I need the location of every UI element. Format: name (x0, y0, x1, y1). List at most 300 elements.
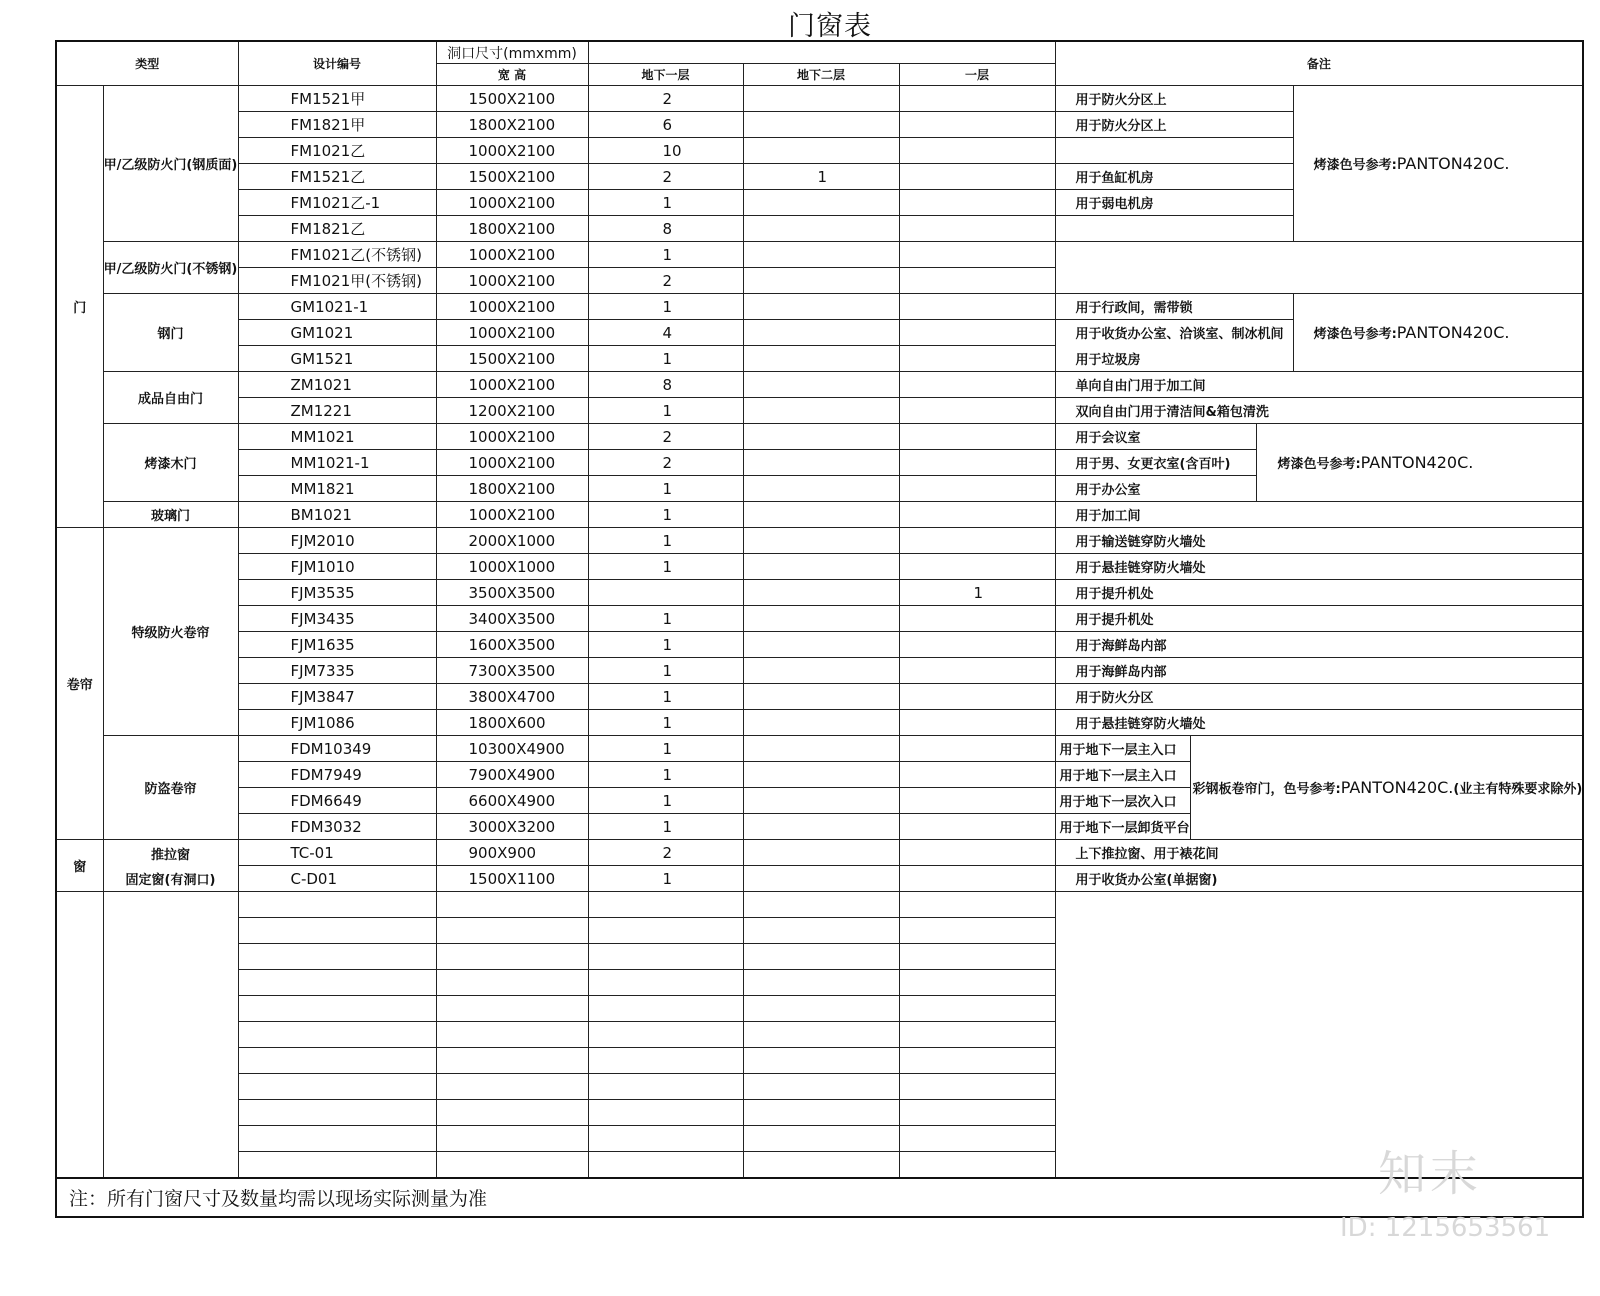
code-cell: FM1021乙(不锈钢) (238, 242, 436, 268)
empty-cell (899, 1048, 1055, 1074)
remark-cell: 用于提升机处 (1055, 606, 1583, 632)
page-title: 门窗表 (788, 11, 872, 42)
remark-cell-blank (1055, 892, 1583, 1179)
code-cell: FM1021甲(不锈钢) (238, 268, 436, 294)
empty-cell (899, 944, 1055, 970)
code-cell: FDM10349 (238, 736, 436, 762)
header-f1: 一层 (899, 64, 1055, 86)
paint-note-cell (1257, 424, 1583, 502)
table-row (56, 528, 1583, 554)
note-code: PANTON420C. (1396, 154, 1510, 173)
b2-qty-cell (743, 190, 899, 216)
size-cell: 1800X2100 (436, 112, 588, 138)
f1-qty-cell (899, 554, 1055, 580)
b2-qty-cell (743, 554, 899, 580)
header-floors-blank (588, 41, 1055, 64)
size-cell: 1000X2100 (436, 424, 588, 450)
code-cell: FM1821甲 (238, 112, 436, 138)
code-cell: FDM3032 (238, 814, 436, 840)
code-cell: GM1521 (238, 346, 436, 372)
b2-qty-cell (743, 866, 899, 892)
b2-qty-cell (743, 216, 899, 242)
b2-qty-cell: 1 (743, 164, 899, 190)
empty-cell (238, 1048, 436, 1074)
category-cell: 门 (56, 86, 103, 528)
f1-qty-cell (899, 736, 1055, 762)
f1-qty-cell (899, 632, 1055, 658)
b1-qty-cell: 2 (588, 164, 743, 190)
f1-qty-cell (899, 476, 1055, 502)
b2-qty-cell (743, 684, 899, 710)
f1-qty-cell (899, 528, 1055, 554)
size-cell: 1000X2100 (436, 294, 588, 320)
code-cell: FM1521乙 (238, 164, 436, 190)
b2-qty-cell (743, 398, 899, 424)
size-cell: 1200X2100 (436, 398, 588, 424)
size-cell: 1000X2100 (436, 320, 588, 346)
b1-qty-cell: 1 (588, 346, 743, 372)
remark-cell: 用于收货办公室(单据窗) (1055, 866, 1583, 892)
empty-cell (238, 996, 436, 1022)
b1-qty-cell: 1 (588, 814, 743, 840)
empty-cell (743, 1048, 899, 1074)
code-cell: FJM1635 (238, 632, 436, 658)
size-cell: 1000X2100 (436, 190, 588, 216)
b1-qty-cell: 2 (588, 268, 743, 294)
note-label: 烤漆色号参考: (1313, 327, 1397, 342)
empty-cell (436, 892, 588, 918)
subtype-label: 固定窗(有洞口) (125, 872, 216, 888)
size-cell: 1800X2100 (436, 216, 588, 242)
b2-qty-cell (743, 710, 899, 736)
empty-cell (899, 918, 1055, 944)
b1-qty-cell: 1 (588, 736, 743, 762)
empty-cell (588, 1048, 743, 1074)
b1-qty-cell: 1 (588, 502, 743, 528)
size-cell: 1600X3500 (436, 632, 588, 658)
empty-cell (588, 1126, 743, 1152)
remark-cell (1055, 138, 1293, 164)
b1-qty-cell (588, 580, 743, 606)
empty-cell (588, 970, 743, 996)
b2-qty-cell (743, 788, 899, 814)
b2-qty-cell (743, 502, 899, 528)
empty-cell (238, 1126, 436, 1152)
b2-qty-cell (743, 476, 899, 502)
code-cell: MM1021 (238, 424, 436, 450)
subtype-cell: 甲/乙级防火门(不锈钢) (103, 242, 238, 294)
empty-cell (588, 944, 743, 970)
empty-cell (436, 1152, 588, 1179)
subtype-cell: 防盗卷帘 (103, 736, 238, 840)
b2-qty-cell (743, 138, 899, 164)
remark-cell: 用于输送链穿防火墙处 (1055, 528, 1583, 554)
remark-cell: 上下推拉窗、用于裱花间 (1055, 840, 1583, 866)
empty-cell (436, 970, 588, 996)
remark-cell: 用于防火分区上 (1055, 86, 1293, 112)
f1-qty-cell (899, 294, 1055, 320)
code-cell: MM1021-1 (238, 450, 436, 476)
size-cell: 1500X2100 (436, 164, 588, 190)
b1-qty-cell: 1 (588, 710, 743, 736)
b2-qty-cell (743, 450, 899, 476)
code-cell: FDM7949 (238, 762, 436, 788)
size-cell: 1500X2100 (436, 346, 588, 372)
size-cell: 1000X2100 (436, 242, 588, 268)
empty-cell (238, 892, 436, 918)
table-row (56, 86, 1583, 112)
empty-row (56, 892, 1583, 918)
table-row (56, 684, 1583, 710)
f1-qty-cell (899, 450, 1055, 476)
code-cell: FJM3535 (238, 580, 436, 606)
header-size-sub: 宽 高 (436, 64, 588, 86)
header-remark: 备注 (1055, 41, 1583, 86)
empty-cell (588, 918, 743, 944)
empty-cell (899, 1074, 1055, 1100)
size-cell: 1000X2100 (436, 502, 588, 528)
code-cell: FJM1010 (238, 554, 436, 580)
b1-qty-cell: 1 (588, 684, 743, 710)
f1-qty-cell (899, 164, 1055, 190)
table-row (56, 242, 1583, 268)
door-window-schedule-table (55, 40, 1584, 1218)
b1-qty-cell: 1 (588, 866, 743, 892)
code-cell: FJM2010 (238, 528, 436, 554)
header-row-1 (56, 41, 1583, 64)
b2-qty-cell (743, 294, 899, 320)
empty-cell (588, 1022, 743, 1048)
remark-cell (1055, 216, 1293, 242)
f1-qty-cell (899, 268, 1055, 294)
size-cell: 2000X1000 (436, 528, 588, 554)
b1-qty-cell: 1 (588, 190, 743, 216)
f1-qty-cell (899, 138, 1055, 164)
b1-qty-cell: 1 (588, 398, 743, 424)
size-cell: 1500X1100 (436, 866, 588, 892)
empty-cell (899, 996, 1055, 1022)
table-row (56, 580, 1583, 606)
empty-cell (588, 1074, 743, 1100)
empty-cell (743, 1022, 899, 1048)
table-row (56, 710, 1583, 736)
empty-cell (743, 892, 899, 918)
table-row (56, 424, 1583, 450)
paint-note-cell (1293, 86, 1583, 242)
b1-qty-cell: 1 (588, 606, 743, 632)
code-cell: TC-01 (238, 840, 436, 866)
b1-qty-cell: 1 (588, 476, 743, 502)
f1-qty-cell (899, 190, 1055, 216)
category-cell: 窗 (56, 840, 103, 892)
b1-qty-cell: 1 (588, 658, 743, 684)
b1-qty-cell: 2 (588, 424, 743, 450)
remark-cell: 用于地下一层次入口 (1055, 788, 1190, 814)
remark-cell: 单向自由门用于加工间 (1055, 372, 1583, 398)
size-cell: 1000X1000 (436, 554, 588, 580)
b1-qty-cell: 4 (588, 320, 743, 346)
remark-cell-blank (1055, 242, 1583, 294)
remark-cell: 用于鱼缸机房 (1055, 164, 1293, 190)
f1-qty-cell: 1 (899, 580, 1055, 606)
size-cell: 3500X3500 (436, 580, 588, 606)
size-cell: 1000X2100 (436, 138, 588, 164)
empty-cell (899, 1126, 1055, 1152)
size-cell: 1800X2100 (436, 476, 588, 502)
footer-note: 注：所有门窗尺寸及数量均需以现场实际测量为准 (56, 1178, 1583, 1217)
code-cell: GM1021 (238, 320, 436, 346)
f1-qty-cell (899, 346, 1055, 372)
empty-cell (743, 944, 899, 970)
size-cell: 3400X3500 (436, 606, 588, 632)
b1-qty-cell: 2 (588, 86, 743, 112)
b1-qty-cell: 1 (588, 632, 743, 658)
b1-qty-cell: 1 (588, 788, 743, 814)
remark-cell: 用于会议室 (1055, 424, 1257, 450)
f1-qty-cell (899, 320, 1055, 346)
category-cell: 卷帘 (56, 528, 103, 840)
b2-qty-cell (743, 580, 899, 606)
code-cell: FJM3435 (238, 606, 436, 632)
empty-cell (436, 944, 588, 970)
subtype-cell: 特级防火卷帘 (103, 528, 238, 736)
remark-cell: 用于垃圾房 (1055, 346, 1293, 372)
f1-qty-cell (899, 372, 1055, 398)
subtype-cell: 甲/乙级防火门(钢质面) (103, 86, 238, 242)
size-cell: 900X900 (436, 840, 588, 866)
table-row (56, 658, 1583, 684)
empty-cell (238, 1152, 436, 1179)
empty-cell (743, 1152, 899, 1179)
empty-cell (238, 970, 436, 996)
remark-cell: 用于加工间 (1055, 502, 1583, 528)
b2-qty-cell (743, 736, 899, 762)
remark-cell: 用于行政间，需带锁 (1055, 294, 1293, 320)
remark-cell: 用于防火分区 (1055, 684, 1583, 710)
code-cell: FM1021乙 (238, 138, 436, 164)
empty-cell (436, 1022, 588, 1048)
b1-qty-cell: 2 (588, 840, 743, 866)
remark-cell: 用于男、女更衣室(含百叶) (1055, 450, 1257, 476)
subtype-cell (103, 840, 238, 892)
empty-cell (588, 1152, 743, 1179)
f1-qty-cell (899, 606, 1055, 632)
remark-cell: 双向自由门用于清洁间&箱包清洗 (1055, 398, 1583, 424)
empty-cell (436, 1126, 588, 1152)
footer-row (56, 1178, 1583, 1217)
size-cell: 1500X2100 (436, 86, 588, 112)
paint-note-cell (1293, 294, 1583, 372)
b2-qty-cell (743, 242, 899, 268)
empty-cell (743, 1126, 899, 1152)
subtype-label: 推拉窗 (150, 847, 190, 863)
table-row (56, 554, 1583, 580)
b2-qty-cell (743, 268, 899, 294)
code-cell: ZM1021 (238, 372, 436, 398)
remark-cell: 用于防火分区上 (1055, 112, 1293, 138)
remark-cell: 用于地下一层卸货平台 (1055, 814, 1190, 840)
table-row (56, 840, 1583, 866)
empty-cell (436, 918, 588, 944)
size-cell: 3800X4700 (436, 684, 588, 710)
note-label: 烤漆色号参考: (1313, 158, 1397, 173)
b1-qty-cell: 8 (588, 216, 743, 242)
code-cell: ZM1221 (238, 398, 436, 424)
size-cell: 1000X2100 (436, 450, 588, 476)
empty-cell (238, 944, 436, 970)
f1-qty-cell (899, 242, 1055, 268)
f1-qty-cell (899, 762, 1055, 788)
empty-cell (436, 1100, 588, 1126)
code-cell: FM1021乙-1 (238, 190, 436, 216)
note-suffix: (业主有特殊要求除外) (1453, 782, 1583, 797)
remark-cell: 用于悬挂链穿防火墙处 (1055, 710, 1583, 736)
empty-cell (899, 1022, 1055, 1048)
table-row (56, 294, 1583, 320)
size-cell: 7900X4900 (436, 762, 588, 788)
f1-qty-cell (899, 86, 1055, 112)
table-row (56, 398, 1583, 424)
watermark-logo: 知末 (1378, 1146, 1483, 1202)
b1-qty-cell: 1 (588, 528, 743, 554)
empty-cell (743, 918, 899, 944)
note-code: PANTON420C. (1360, 453, 1474, 472)
b1-qty-cell: 1 (588, 554, 743, 580)
size-cell: 6600X4900 (436, 788, 588, 814)
empty-cell (238, 1074, 436, 1100)
f1-qty-cell (899, 684, 1055, 710)
remark-cell: 用于地下一层主入口 (1055, 762, 1190, 788)
header-code: 设计编号 (238, 41, 436, 86)
f1-qty-cell (899, 710, 1055, 736)
table-row (56, 632, 1583, 658)
size-cell: 10300X4900 (436, 736, 588, 762)
f1-qty-cell (899, 658, 1055, 684)
b2-qty-cell (743, 762, 899, 788)
code-cell: FJM1086 (238, 710, 436, 736)
code-cell: C-D01 (238, 866, 436, 892)
size-cell: 7300X3500 (436, 658, 588, 684)
note-label: 烤漆色号参考: (1277, 457, 1361, 472)
empty-cell (588, 892, 743, 918)
empty-cell (436, 996, 588, 1022)
b1-qty-cell: 6 (588, 112, 743, 138)
b1-qty-cell: 1 (588, 242, 743, 268)
watermark-id: ID: 1215653561 (1340, 1213, 1551, 1243)
subtype-cell-blank (103, 892, 238, 1179)
code-cell: FM1521甲 (238, 86, 436, 112)
b1-qty-cell: 2 (588, 450, 743, 476)
remark-cell: 用于提升机处 (1055, 580, 1583, 606)
b2-qty-cell (743, 86, 899, 112)
empty-cell (743, 970, 899, 996)
code-cell: FDM6649 (238, 788, 436, 814)
table-row (56, 502, 1583, 528)
header-size: 洞口尺寸(mmxmm) (436, 41, 588, 64)
size-cell: 1800X600 (436, 710, 588, 736)
subtype-cell: 玻璃门 (103, 502, 238, 528)
code-cell: FJM3847 (238, 684, 436, 710)
b2-qty-cell (743, 424, 899, 450)
header-b1: 地下一层 (588, 64, 743, 86)
empty-cell (899, 970, 1055, 996)
subtype-cell: 烤漆木门 (103, 424, 238, 502)
f1-qty-cell (899, 502, 1055, 528)
empty-cell (588, 1100, 743, 1126)
note-code: PANTON420C. (1396, 323, 1510, 342)
code-cell: BM1021 (238, 502, 436, 528)
table-row (56, 736, 1583, 762)
remark-cell: 用于弱电机房 (1055, 190, 1293, 216)
f1-qty-cell (899, 398, 1055, 424)
code-cell: FJM7335 (238, 658, 436, 684)
empty-cell (743, 1074, 899, 1100)
empty-cell (899, 1100, 1055, 1126)
remark-cell: 用于地下一层主入口 (1055, 736, 1190, 762)
note-code: PANTON420C. (1340, 778, 1454, 797)
f1-qty-cell (899, 814, 1055, 840)
b2-qty-cell (743, 658, 899, 684)
f1-qty-cell (899, 788, 1055, 814)
f1-qty-cell (899, 840, 1055, 866)
b2-qty-cell (743, 606, 899, 632)
size-cell: 1000X2100 (436, 372, 588, 398)
b2-qty-cell (743, 112, 899, 138)
remark-cell: 用于收货办公室、洽谈室、制冰机间 (1055, 320, 1293, 346)
b2-qty-cell (743, 814, 899, 840)
remark-cell: 用于海鲜岛内部 (1055, 632, 1583, 658)
empty-cell (743, 996, 899, 1022)
empty-cell (436, 1048, 588, 1074)
remark-cell: 用于海鲜岛内部 (1055, 658, 1583, 684)
empty-cell (238, 1100, 436, 1126)
b2-qty-cell (743, 372, 899, 398)
size-cell: 3000X3200 (436, 814, 588, 840)
b1-qty-cell: 1 (588, 294, 743, 320)
empty-cell (238, 1022, 436, 1048)
category-cell-blank (56, 892, 103, 1179)
table-row (56, 372, 1583, 398)
b2-qty-cell (743, 346, 899, 372)
header-type: 类型 (56, 41, 238, 86)
b2-qty-cell (743, 320, 899, 346)
subtype-cell: 成品自由门 (103, 372, 238, 424)
subtype-cell: 钢门 (103, 294, 238, 372)
table-row (56, 606, 1583, 632)
b1-qty-cell: 8 (588, 372, 743, 398)
note-label: 彩钢板卷帘门，色号参考: (1192, 782, 1341, 797)
b1-qty-cell: 10 (588, 138, 743, 164)
empty-cell (743, 1100, 899, 1126)
header-b2: 地下二层 (743, 64, 899, 86)
remark-cell: 用于悬挂链穿防火墙处 (1055, 554, 1583, 580)
empty-cell (238, 918, 436, 944)
b1-qty-cell: 1 (588, 762, 743, 788)
b2-qty-cell (743, 528, 899, 554)
code-cell: FM1821乙 (238, 216, 436, 242)
f1-qty-cell (899, 424, 1055, 450)
size-cell: 1000X2100 (436, 268, 588, 294)
code-cell: MM1821 (238, 476, 436, 502)
roll-note-cell (1190, 736, 1583, 840)
empty-cell (899, 1152, 1055, 1179)
b2-qty-cell (743, 840, 899, 866)
f1-qty-cell (899, 216, 1055, 242)
table-row (56, 866, 1583, 892)
f1-qty-cell (899, 112, 1055, 138)
empty-cell (588, 996, 743, 1022)
code-cell: GM1021-1 (238, 294, 436, 320)
